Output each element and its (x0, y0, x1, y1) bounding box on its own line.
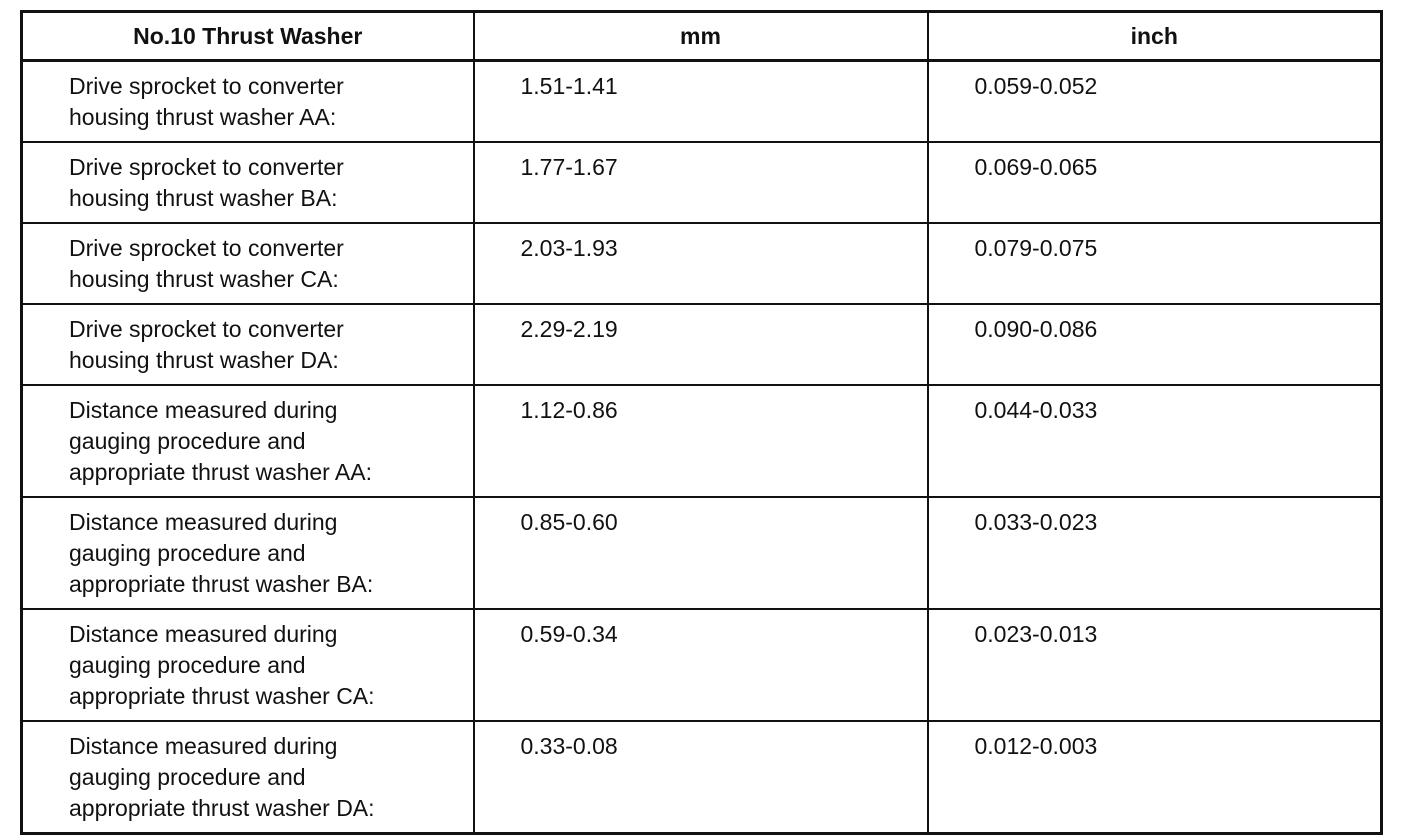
table-row (22, 142, 1382, 223)
row-mm-value: 0.59-0.34 (474, 609, 928, 721)
row-inch-value: 0.059-0.052 (928, 61, 1382, 143)
row-mm-value: 2.03-1.93 (474, 223, 928, 304)
row-mm-value: 0.85-0.60 (474, 497, 928, 609)
row-description: Distance measured during gauging procedure and appropriate thrust washer AA: (22, 385, 474, 497)
row-mm-value: 2.29-2.19 (474, 304, 928, 385)
row-description: Distance measured during gauging procedure and appropriate thrust washer BA: (22, 497, 474, 609)
table-row (22, 385, 1382, 497)
table-row (22, 497, 1382, 609)
row-description: Drive sprocket to converter housing thrust washer AA: (22, 61, 474, 143)
row-inch-value: 0.044-0.033 (928, 385, 1382, 497)
table-row (22, 223, 1382, 304)
row-description: Drive sprocket to converter housing thrust washer CA: (22, 223, 474, 304)
column-header-description: No.10 Thrust Washer (22, 12, 474, 61)
row-mm-value: 1.77-1.67 (474, 142, 928, 223)
row-inch-value: 0.069-0.065 (928, 142, 1382, 223)
row-inch-value: 0.033-0.023 (928, 497, 1382, 609)
row-description: Distance measured during gauging procedure and appropriate thrust washer DA: (22, 721, 474, 834)
thrust-washer-spec-table (20, 10, 1383, 835)
row-description: Drive sprocket to converter housing thrust washer DA: (22, 304, 474, 385)
table-row (22, 61, 1382, 143)
table-row (22, 304, 1382, 385)
row-description: Distance measured during gauging procedure and appropriate thrust washer CA: (22, 609, 474, 721)
row-inch-value: 0.079-0.075 (928, 223, 1382, 304)
row-inch-value: 0.023-0.013 (928, 609, 1382, 721)
column-header-inch: inch (928, 12, 1382, 61)
table-header-row (22, 12, 1382, 61)
row-inch-value: 0.090-0.086 (928, 304, 1382, 385)
row-mm-value: 1.12-0.86 (474, 385, 928, 497)
row-mm-value: 0.33-0.08 (474, 721, 928, 834)
row-description: Drive sprocket to converter housing thrust washer BA: (22, 142, 474, 223)
row-mm-value: 1.51-1.41 (474, 61, 928, 143)
table-row (22, 721, 1382, 834)
row-inch-value: 0.012-0.003 (928, 721, 1382, 834)
table-row (22, 609, 1382, 721)
column-header-mm: mm (474, 12, 928, 61)
